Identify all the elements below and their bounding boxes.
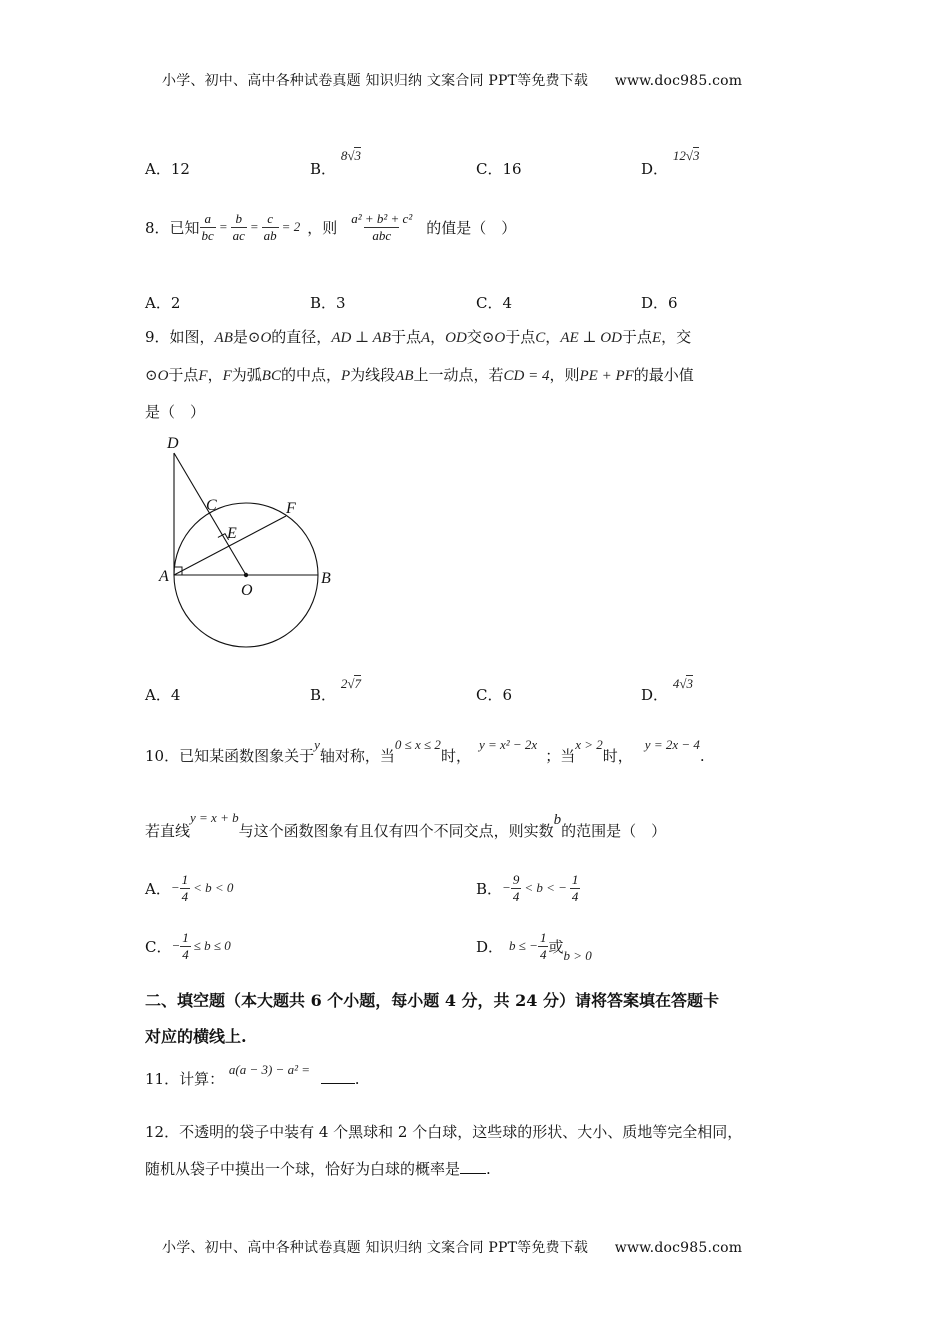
q8-stem: 8．已知 $\frac{a}{bc}$ = $\frac{b}{ac}$ = $\frac{c}{ab}$ = 2 ，则 $\frac{\text{a² + b² + c²}}{\text{abc}}$ 的值是（ ） xyxy=(145,210,517,243)
header-text: 小学、初中、高中各种试卷真题 知识归纳 文案合同 PPT等免费下载 xyxy=(162,73,589,89)
q9-option-b: B． 2√7 xyxy=(310,676,361,704)
q7-option-b: B． 8√3 xyxy=(310,148,361,178)
q8-frac-a-bc: $\frac{a}{bc}$ xyxy=(201,210,214,243)
q11: 11．计算： a(a − 3) − a² = . xyxy=(145,1062,360,1088)
q7-option-a: A．12 xyxy=(145,160,190,178)
label-a: A xyxy=(159,568,169,585)
page-header xyxy=(162,70,742,90)
q8-option-a: A．2 xyxy=(145,294,181,312)
q8-option-d: D．6 xyxy=(641,294,678,312)
q9-geometry-figure xyxy=(145,425,355,655)
q9-option-c: C．6 xyxy=(476,686,513,704)
center-point-o xyxy=(244,573,248,577)
q10-option-a: A． − $\frac{1}{4}$ < b < 0 xyxy=(145,871,234,904)
q10-option-c: C． − $\frac{1}{4}$ ≤ b ≤ 0 xyxy=(145,929,231,962)
q8-frac-c-ab: $\frac{c}{ab}$ xyxy=(263,210,277,243)
q8-option-b: B．3 xyxy=(310,294,346,312)
footer-url: www.doc985.com xyxy=(614,1240,743,1256)
q8-option-c: C．4 xyxy=(476,294,513,312)
section-2-heading-line-2: 对应的横线上. xyxy=(145,1027,247,1046)
q12-answer-blank[interactable] xyxy=(460,1173,486,1174)
q8-frac-b-ac: $\frac{b}{ac}$ xyxy=(232,210,245,243)
header-url: www.doc985.com xyxy=(614,73,743,89)
label-b: B xyxy=(321,570,331,587)
label-e: E xyxy=(227,525,237,542)
label-d: D xyxy=(167,435,179,452)
q7-d-radical: 12√3 xyxy=(672,148,700,163)
label-f: F xyxy=(286,500,296,517)
q9-line-2: ⊙O于点F，F为弧BC的中点，P为线段AB上一动点，若CD = 4，则PE + PF的最小值 xyxy=(145,366,694,384)
q10-line-2: 若直线y = x + b与这个函数图象有且仅有四个不同交点，则实数b的范围是（ ） xyxy=(145,810,667,840)
q9-option-a: A．4 xyxy=(145,686,181,704)
q9-b-radical: 2√7 xyxy=(340,676,361,691)
q9-line-1: 9．如图，AB是⊙O的直径，AD ⊥ AB于点A，OD交⊙O于点C，AE ⊥ OD于点E，交 xyxy=(145,328,692,346)
segment-do xyxy=(174,453,246,575)
q11-answer-blank[interactable] xyxy=(321,1083,355,1084)
q12-line-2: 随机从袋子中摸出一个球，恰好为白球的概率是 . xyxy=(145,1160,491,1178)
q10-line-1: 10．已知某函数图象关于y轴对称，当0 ≤ x ≤ 2时，y = x² − 2x；当x > 2时，y = 2x − 4. xyxy=(145,737,705,765)
q11-expression: a(a − 3) − a² = xyxy=(228,1062,310,1077)
q9-option-d: D． 4√3 xyxy=(641,676,693,704)
q9-line-3: 是（ ） xyxy=(145,403,206,421)
q7-option-c: C．16 xyxy=(476,160,522,178)
q9-d-radical: 4√3 xyxy=(672,676,693,691)
label-c: C xyxy=(206,497,217,514)
section-2-heading-line-1: 二、填空题（本大题共 6 个小题，每小题 4 分，共 24 分）请将答案填在答题卡 xyxy=(145,991,719,1010)
q12-line-1: 12．不透明的袋子中装有 4 个黑球和 2 个白球，这些球的形状、大小、质地等完全相同， xyxy=(145,1123,743,1141)
q10-option-b: B． − $\frac{9}{4}$ < b < − $\frac{1}{4}$ xyxy=(476,871,579,904)
q10-option-d: D． b ≤ − $\frac{1}{4}$ 或 b > 0 xyxy=(476,929,592,963)
q7-option-d: D． 12√3 xyxy=(641,148,700,178)
footer-text: 小学、初中、高中各种试卷真题 知识归纳 文案合同 PPT等免费下载 xyxy=(162,1240,589,1256)
label-o: O xyxy=(241,582,253,599)
q8-big-fraction: $\frac{\text{a² + b² + c²}}{\text{abc}}$ xyxy=(351,210,413,243)
q7-b-radical: 8√3 xyxy=(340,148,361,163)
page-footer xyxy=(162,1237,742,1257)
